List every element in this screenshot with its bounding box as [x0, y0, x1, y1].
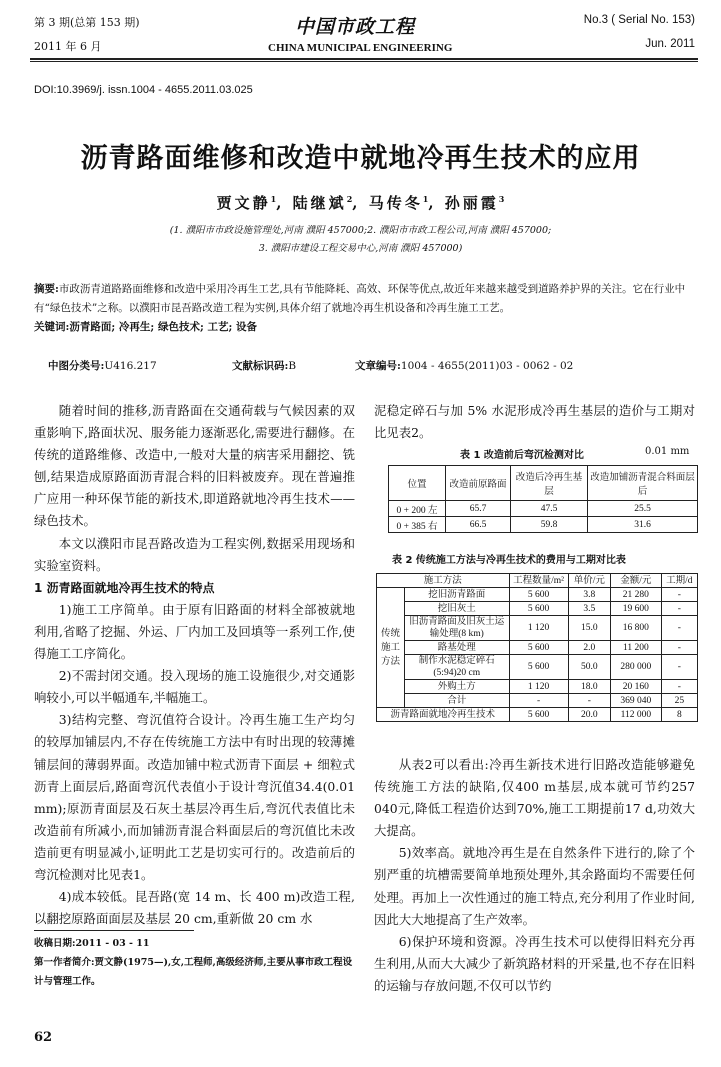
clc-label: 中图分类号:: [48, 360, 105, 372]
table-cell: 2.0: [568, 641, 610, 655]
affiliation-line: 3. 濮阳市建设工程交易中心,河南 濮阳 457000): [258, 243, 463, 254]
abstract-text: 市政沥青道路路面维修和改造中采用冷再生工艺,具有节能降耗、高效、环保等优点,故近年来越来越受到道路养护界的关注。它在行业中有“绿色技术”之称。以濮阳市昆吾路改造工程为实例,具体介绍了就地冷再生机设备和冷再生施工工艺。: [34, 283, 686, 314]
table-cell: 1 120: [509, 616, 568, 641]
table-header-cell: 金额/元: [611, 574, 662, 588]
paragraph: 2)不需封闭交通。投入现场的施工设施很少,对交通影响较小,可以半幅通车,半幅施工。: [34, 668, 355, 706]
table-cell: -: [661, 641, 697, 655]
abstract: [34, 280, 686, 337]
table-header-row: [377, 574, 698, 588]
table-cell: 280 000: [611, 655, 662, 680]
abstract-label: 摘要:: [34, 283, 59, 295]
paragraph: 6)保护环境和资源。冷再生技术可以使得旧料充分再生利用,从而大大减少了新筑路材料的开采量,也不存在旧料的运输与存放问题,不仅可以节约: [374, 933, 695, 993]
table-cell: 21 280: [611, 588, 662, 602]
table-header-cell: 改造加铺沥青混合料面层后: [588, 466, 698, 501]
table-group-label: 传统施工方法: [377, 588, 405, 708]
table-cell: 3.5: [568, 602, 610, 616]
paragraph: 3)结构完整、弯沉值符合设计。冷再生施工生产均匀的较厚加铺层内,不存在传统施工方法中有时出现的较薄摊铺层间的薄弱界面。改造加铺中粒式沥青下面层 + 细粒式沥青上面层后,路面弯沉代表值小于设计弯沉值34.4(0.01 mm);原沥青面层及石灰土基层冷再生后,弯沉代表值比未改造前有所减小,而加铺沥青混合料面层后的弯沉值比未改造前更有明显减小,证明此工艺是切实可行的。改造前后的弯沉检测对比见表1。: [34, 712, 355, 882]
paragraph: 本文以濮阳市昆吾路改造为工程实例,数据采用现场和实验室资料。: [34, 535, 355, 573]
table-cell: 5 600: [509, 588, 568, 602]
paragraph: 随着时间的推移,沥青路面在交通荷载与气候因素的双重影响下,路面状况、服务能力逐渐恶化,需要进行翻修。在传统的道路维修、改造中,一般对大量的病害采用翻挖、铣刨,结果造成原路面沥青混合料的旧料被废弃。现在普遍推广应用一种环保节能的新技术,即道路就地冷再生技术——绿色技术。: [34, 403, 355, 529]
table-cell: 制作水泥稳定碎石(5:94)20 cm: [404, 655, 509, 680]
table-header-cell: 单价/元: [568, 574, 610, 588]
paragraph: 泥稳定碎石与加 5% 水泥形成冷再生基层的造价与工期对比见表2。: [374, 403, 695, 441]
doc-code-value: B: [288, 360, 297, 372]
clc-number: [48, 358, 157, 373]
issue-number-en: No.3 ( Serial No. 153): [583, 14, 695, 26]
table-cell: 1 120: [509, 680, 568, 694]
table-cell: -: [661, 655, 697, 680]
author-affil-mark: 3: [498, 194, 505, 204]
received-date: 收稿日期:2011 - 03 - 11: [34, 938, 150, 949]
author-name: 孙丽霞: [444, 194, 499, 212]
article-number: [355, 358, 573, 373]
table1-caption: 表 1 改造前后弯沉检测对比: [460, 450, 584, 461]
date-cn: 2011 年 6 月: [34, 40, 102, 53]
table-cell: 5 600: [509, 602, 568, 616]
table-row: [389, 501, 698, 517]
table-cell: 59.8: [511, 517, 588, 533]
keywords-label: 关键词:: [34, 321, 70, 333]
table-row: [377, 641, 698, 655]
table-cell: 0 + 200 左: [389, 501, 446, 517]
table-cell: 5 600: [509, 641, 568, 655]
table-header-row: [389, 466, 698, 501]
table-cell: 15.0: [568, 616, 610, 641]
table1: [388, 465, 698, 533]
author-bio: 第一作者简介:贾文静(1975—),女,工程师,高级经济师,主要从事市政工程设计与管理工作。: [34, 957, 353, 987]
table-cell: -: [509, 694, 568, 708]
issue-number-cn: 第 3 期(总第 153 期): [34, 16, 140, 29]
table-row: [389, 517, 698, 533]
table-cell: -: [568, 694, 610, 708]
article-no-label: 文章编号:: [355, 360, 401, 372]
table-cell: 11 200: [611, 641, 662, 655]
table-row: [377, 694, 698, 708]
table-row: [377, 655, 698, 680]
paragraph: 4)成本较低。昆吾路(宽 14 m、长 400 m)改造工程,以翻挖原路面面层及基层 20 cm,重新做 20 cm 水: [34, 889, 355, 927]
paragraph: 从表2可以看出:冷再生新技术进行旧路改造能够避免传统施工方法的缺陷,仅400 m基层,成本就可节约257 040元,降低工程造价达到70%,施工工期提前17 d,功效大大提高。: [374, 757, 695, 839]
table2-caption: 表 2 传统施工方法与冷再生技术的费用与工期对比表: [392, 555, 626, 566]
page-number: 62: [34, 1030, 53, 1045]
table-row: [377, 708, 698, 722]
table-header-cell: 改造后冷再生基层: [511, 466, 588, 501]
table-cell: 5 600: [509, 655, 568, 680]
table-cell: 18.0: [568, 680, 610, 694]
doi: DOI:10.3969/j. issn.1004 - 4655.2011.03.025: [34, 84, 253, 96]
table-cell: 外购土方: [404, 680, 509, 694]
footnote: [34, 934, 355, 991]
author-name: 陆继斌: [292, 194, 347, 212]
table-cell: 20.0: [568, 708, 610, 722]
table-cell: 112 000: [611, 708, 662, 722]
table-cell: 8: [661, 708, 697, 722]
table1-unit: 0.01 mm: [645, 446, 690, 457]
table-cell: 25: [661, 694, 697, 708]
table-cell: 旧沥青路面及旧灰土运输处理(8 km): [404, 616, 509, 641]
footnote-rule: [34, 930, 194, 931]
table-header-cell: 工程数量/m²: [509, 574, 568, 588]
table-cell: 0 + 385 右: [389, 517, 446, 533]
table-cell: 66.5: [446, 517, 511, 533]
table-cell: 19 600: [611, 602, 662, 616]
doc-code-label: 文献标识码:: [232, 360, 289, 372]
table-cell: 挖旧沥青路面: [404, 588, 509, 602]
affiliation-line: (1. 濮阳市市政设施管理处,河南 濮阳 457000;2. 濮阳市市政工程公司,河南 濮阳 457000;: [169, 225, 552, 236]
table-cell: 合计: [404, 694, 509, 708]
table-header-cell: 改造前原路面: [446, 466, 511, 501]
table-cell: 50.0: [568, 655, 610, 680]
paper-title: 沥青路面维修和改造中就地冷再生技术的应用: [80, 143, 641, 174]
table-cell: -: [661, 588, 697, 602]
table-cell: -: [661, 602, 697, 616]
table-cell: 369 040: [611, 694, 662, 708]
table-cell: 路基处理: [404, 641, 509, 655]
table-header-cell: 施工方法: [377, 574, 510, 588]
right-column-bottom: [374, 754, 695, 997]
table-row: [377, 616, 698, 641]
table-cell: 25.5: [588, 501, 698, 517]
author-name: 贾文静: [216, 194, 271, 212]
article-no-value: 1004 - 4655(2011)03 - 0062 - 02: [400, 360, 574, 372]
paragraph: 5)效率高。就地冷再生是在自然条件下进行的,除了个别严重的坑槽需要简单地预处理外,其余路面均不需要任何处理。再加上一次性通过的施工特点,充分利用了作业时间,因此大大地提高了生产效率。: [374, 845, 695, 927]
table-header-cell: 位置: [389, 466, 446, 501]
table-cell: 5 600: [509, 708, 568, 722]
table-cell: 31.6: [588, 517, 698, 533]
table-cell: 47.5: [511, 501, 588, 517]
table-cell: 沥青路面就地冷再生技术: [377, 708, 510, 722]
table-header-cell: 工期/d: [661, 574, 697, 588]
author-name: 马传冬: [368, 194, 423, 212]
table-row: [377, 680, 698, 694]
table-row: [377, 588, 698, 602]
author-affil-mark: 1: [270, 194, 277, 204]
right-column-top: [374, 400, 695, 444]
table-cell: -: [661, 616, 697, 641]
table-cell: 20 160: [611, 680, 662, 694]
table-cell: -: [661, 680, 697, 694]
left-column: [34, 400, 355, 930]
table-cell: 挖旧灰土: [404, 602, 509, 616]
section-heading: 1 沥青路面就地冷再生技术的特点: [34, 580, 215, 595]
header-rule-thin: [30, 61, 698, 62]
author-affil-mark: 1: [422, 194, 429, 204]
table-cell: 65.7: [446, 501, 511, 517]
date-en: Jun. 2011: [645, 38, 695, 50]
author-affil-mark: 2: [346, 194, 353, 204]
paragraph: 1)施工工序简单。由于原有旧路面的材料全部被就地利用,省略了挖掘、外运、厂内加工及回填等一系列工作,使得施工工序简化。: [34, 601, 355, 662]
table-cell: 16 800: [611, 616, 662, 641]
table-cell: 3.8: [568, 588, 610, 602]
keywords-text: 沥青路面; 冷再生; 绿色技术; 工艺; 设备: [69, 321, 258, 333]
document-code: [232, 358, 296, 373]
clc-value: U416.217: [104, 360, 157, 372]
table-row: [377, 602, 698, 616]
journal-name-en: CHINA MUNICIPAL ENGINEERING: [268, 42, 453, 54]
header-rule: [30, 58, 698, 60]
author-list: 贾文静$^1$, 陆继斌$^2$, 马传冬$^1$, 孙丽霞$^3$: [216, 194, 505, 212]
journal-logo: 中国市政工程: [295, 16, 416, 38]
table2: [376, 573, 698, 722]
